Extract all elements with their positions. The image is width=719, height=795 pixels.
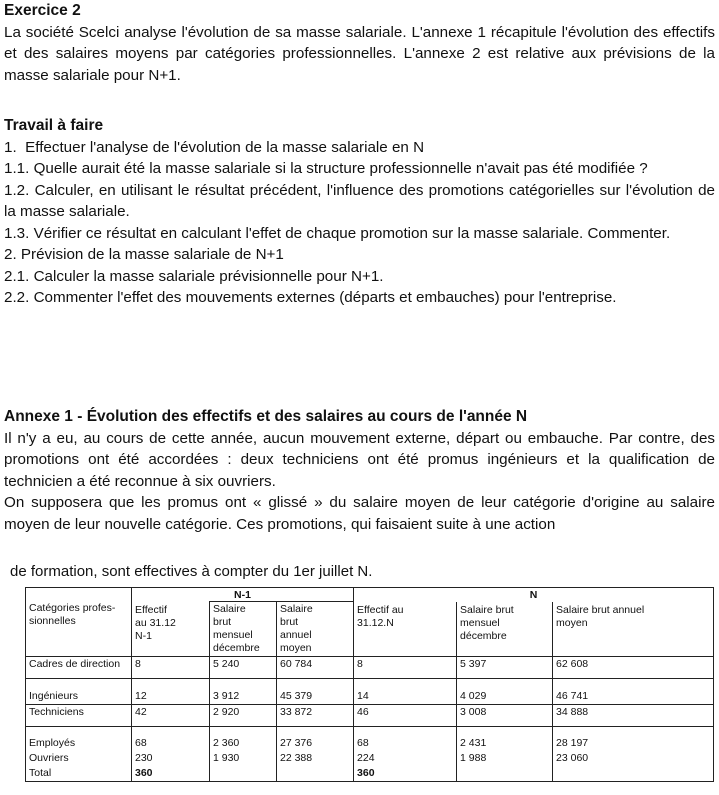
cell-effectif-n1: 12	[132, 679, 210, 705]
exercise-title: Exercice 2	[4, 2, 81, 19]
cell-salaire-annuel-n1: 27 376	[277, 727, 354, 752]
cell-salaire-annuel-n: 23 060	[553, 751, 714, 766]
task-number: 1.2.	[4, 181, 30, 199]
cell-effectif-n: 224	[354, 751, 457, 766]
cell-total-effectif-n1: 360	[132, 766, 210, 782]
table-row	[26, 657, 714, 679]
annexe-paragraph: Il n'y a eu, au cours de cette année, aucun mouvement externe, départ ou embauche. Par contre, des promotions ont été accordées : deux techniciens ont été promus ingénieurs et la qualification de technicien a été reconnue à six ouvriers.	[4, 429, 715, 490]
col-header-salaire-annuel-n1: Salaire brut annuel moyen	[277, 602, 354, 657]
col-header-salaire-mensuel-n: Salaire brut mensuel décembre	[457, 602, 553, 657]
cell-salaire-annuel-n: 34 888	[553, 705, 714, 727]
cell-salaire-mensuel-n1: 5 240	[210, 657, 277, 679]
cell-salaire-mensuel-n: 5 397	[457, 657, 553, 679]
cell-empty	[277, 766, 354, 782]
cell-salaire-annuel-n: 46 741	[553, 679, 714, 705]
task-item	[4, 244, 715, 266]
col-header-salaire-annuel-n: Salaire brut annuel moyen	[553, 602, 714, 657]
salary-table	[25, 587, 714, 782]
table-row	[26, 705, 714, 727]
group-header-n: N	[354, 588, 714, 602]
task-text: Calculer, en utilisant le résultat précédent, l'influence des promotions catégorielles sur l'évolution de la masse salariale.	[4, 181, 715, 220]
task-item	[4, 266, 715, 288]
cell-salaire-mensuel-n1: 2 920	[210, 705, 277, 727]
cell-salaire-annuel-n1: 33 872	[277, 705, 354, 727]
cell-salaire-annuel-n1: 45 379	[277, 679, 354, 705]
cell-salaire-mensuel-n1: 1 930	[210, 751, 277, 766]
col-header-effectif-n1: Effectif au 31.12 N-1	[132, 602, 210, 657]
cell-effectif-n: 46	[354, 705, 457, 727]
task-number: 1.3.	[4, 224, 30, 242]
cell-categorie: Cadres de direction	[26, 657, 132, 679]
cell-salaire-mensuel-n: 4 029	[457, 679, 553, 705]
task-number: 2.	[4, 246, 17, 263]
exercise-section	[4, 0, 715, 86]
cell-salaire-mensuel-n: 1 988	[457, 751, 553, 766]
table-total-row	[26, 766, 714, 782]
cell-empty	[553, 766, 714, 782]
table-row	[26, 751, 714, 766]
task-item	[4, 223, 715, 245]
cell-effectif-n: 68	[354, 727, 457, 752]
group-header-n1: N-1	[132, 588, 354, 602]
task-item	[4, 287, 715, 309]
task-item	[4, 137, 715, 159]
cell-salaire-annuel-n1: 22 388	[277, 751, 354, 766]
table-row	[26, 679, 714, 705]
cell-effectif-n1: 230	[132, 751, 210, 766]
cell-effectif-n: 14	[354, 679, 457, 705]
task-number: 2.2.	[4, 289, 30, 306]
cell-salaire-mensuel-n1: 2 360	[210, 727, 277, 752]
task-number: 1.1.	[4, 160, 30, 177]
task-text: Calculer la masse salariale prévisionnelle pour N+1.	[33, 267, 384, 285]
col-header-effectif-n: Effectif au 31.12.N	[354, 602, 457, 657]
cell-categorie: Ouvriers	[26, 751, 132, 766]
cell-salaire-mensuel-n: 3 008	[457, 705, 553, 727]
cell-salaire-mensuel-n1: 3 912	[210, 679, 277, 705]
col-header-salaire-mensuel-n1: Salaire brut mensuel décembre	[210, 602, 277, 657]
table-group-header-row	[26, 588, 714, 602]
cell-salaire-annuel-n: 28 197	[553, 727, 714, 752]
cell-effectif-n: 8	[354, 657, 457, 679]
cell-categorie: Ingénieurs	[26, 679, 132, 705]
travail-section	[4, 115, 715, 309]
task-text: Prévision de la masse salariale de N+1	[20, 246, 284, 263]
cell-effectif-n1: 68	[132, 727, 210, 752]
cell-categorie: Total	[26, 766, 132, 782]
cell-categorie: Techniciens	[26, 705, 132, 727]
cell-salaire-mensuel-n: 2 431	[457, 727, 553, 752]
task-text: Commenter l'effet des mouvements externes (départs et embauches) pour l'entreprise.	[33, 289, 617, 306]
task-number: 2.1.	[4, 267, 30, 285]
cell-empty	[457, 766, 553, 782]
task-text: Quelle aurait été la masse salariale si la structure professionnelle n'avait pas été modifiée ?	[33, 160, 648, 177]
col-header-categorie: Catégories profes- sionnelles	[26, 588, 132, 657]
task-text: Vérifier ce résultat en calculant l'effet de chaque promotion sur la masse salariale. Commenter.	[33, 224, 671, 242]
cell-empty	[210, 766, 277, 782]
cell-effectif-n1: 42	[132, 705, 210, 727]
annexe-heading: Annexe 1 - Évolution des effectifs et des salaires au cours de l'année N	[4, 408, 528, 425]
table-row	[26, 727, 714, 752]
task-item	[4, 180, 715, 223]
task-number: 1.	[4, 138, 17, 156]
cell-salaire-annuel-n: 62 608	[553, 657, 714, 679]
table-caption: de formation, sont effectives à compter du 1er juillet N.	[10, 563, 373, 580]
cell-total-effectif-n: 360	[354, 766, 457, 782]
exercise-intro: La société Scelci analyse l'évolution de sa masse salariale. L'annexe 1 récapitule l'évolution des effectifs et des salaires moyens par catégories professionnelles. L'annexe 2 est relative aux prévisions de la masse salariale pour N+1.	[4, 23, 715, 84]
cell-categorie: Employés	[26, 727, 132, 752]
cell-effectif-n1: 8	[132, 657, 210, 679]
annexe-paragraph: On supposera que les promus ont « glissé » du salaire moyen de leur catégorie d'origine au salaire moyen de leur nouvelle catégorie. Ces promotions, qui faisaient suite à une action	[4, 494, 715, 533]
task-item	[4, 158, 715, 180]
annexe-section	[4, 406, 715, 535]
cell-salaire-annuel-n1: 60 784	[277, 657, 354, 679]
travail-heading: Travail à faire	[4, 117, 104, 134]
task-text: Effectuer l'analyse de l'évolution de la masse salariale en N	[25, 138, 425, 156]
